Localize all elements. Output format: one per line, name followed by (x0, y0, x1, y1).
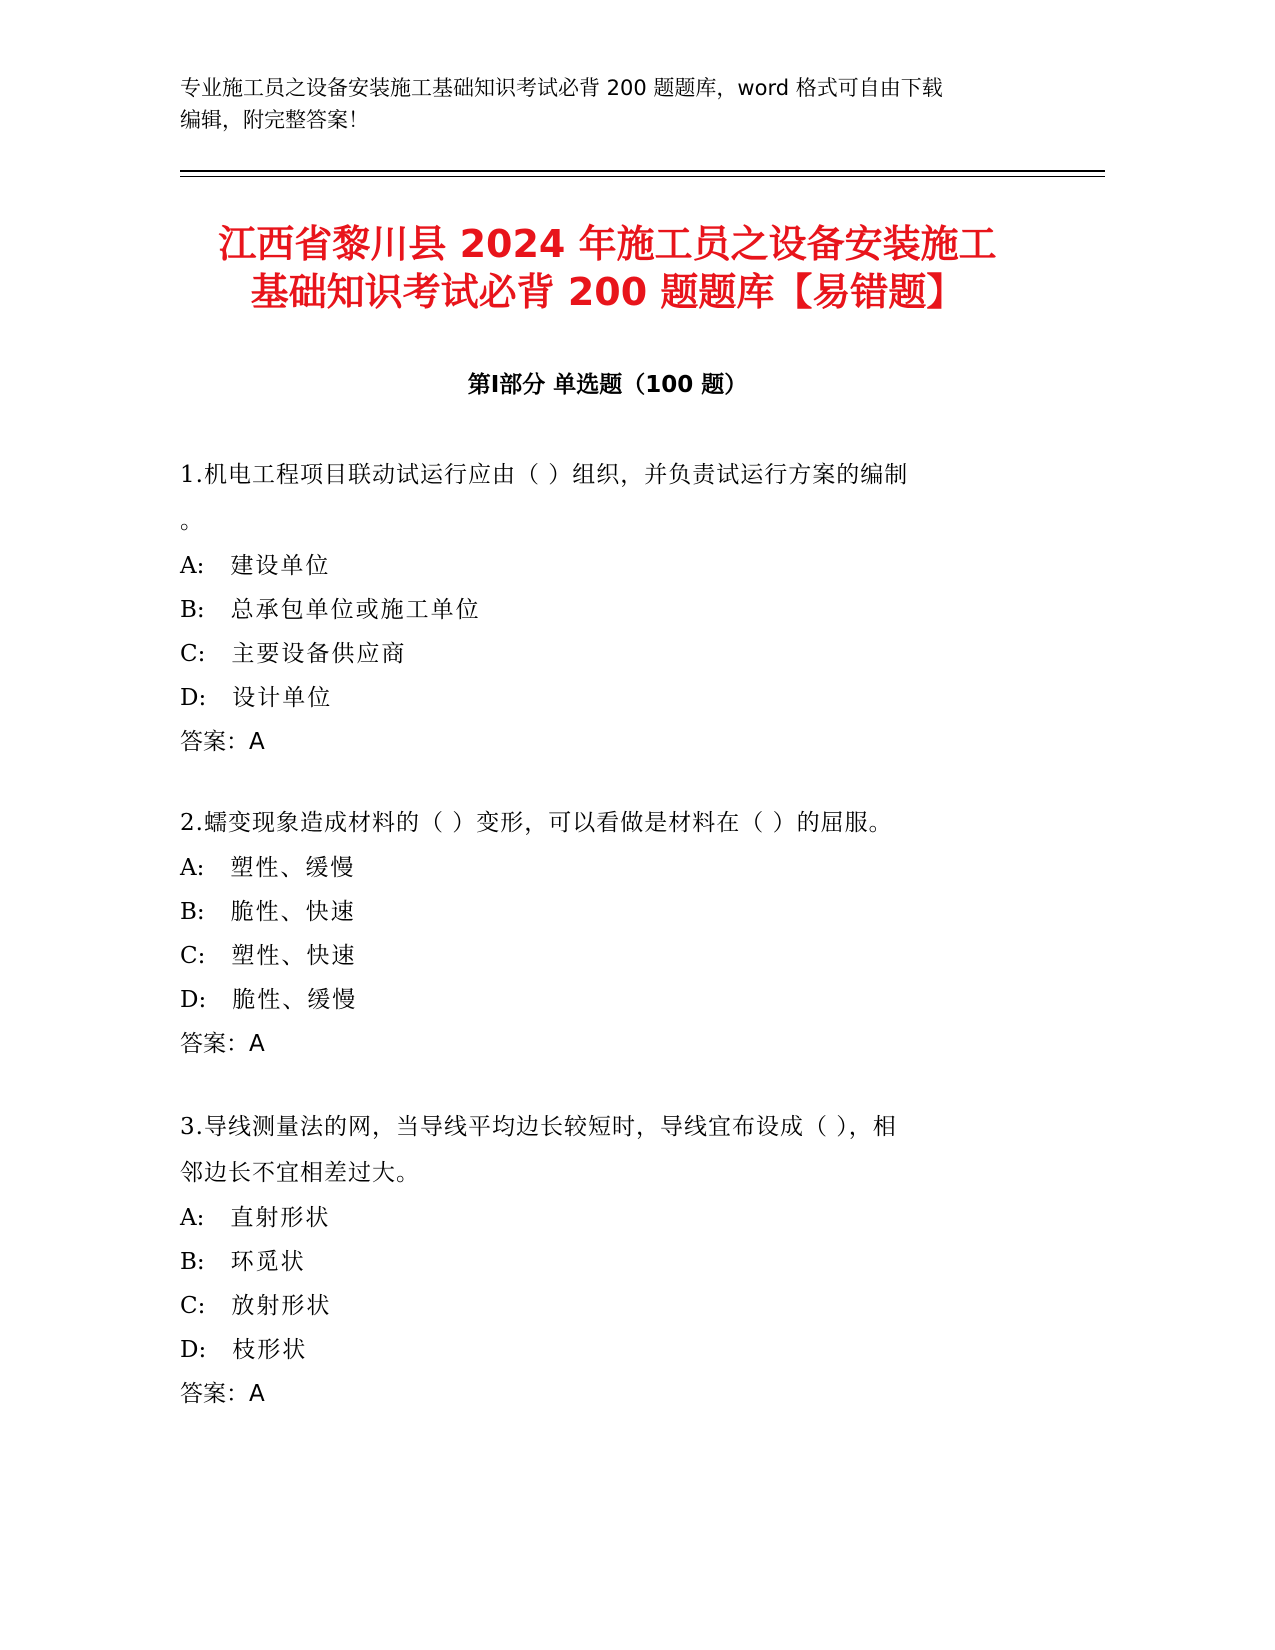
option-d (180, 676, 1050, 720)
option-letter: C: (180, 943, 206, 969)
option-text: 直射形状 (230, 1205, 331, 1231)
option-letter: C: (180, 641, 206, 667)
option-c (180, 934, 1050, 978)
document-title-line-1: 江西省黎川县 2024 年施工员之设备安装施工 (218, 222, 997, 266)
document-title-line-2: 基础知识考试必背 200 题题库【易错题】 (250, 270, 965, 314)
option-text: 主要设备供应商 (231, 641, 407, 667)
question-3 (180, 1104, 1050, 1416)
answer: 答案：A (180, 729, 265, 755)
option-letter: B: (180, 597, 205, 623)
option-letter: A: (180, 553, 205, 579)
option-letter: A: (180, 855, 205, 881)
option-text: 塑性、快速 (231, 943, 357, 969)
option-text: 塑性、缓慢 (230, 855, 356, 881)
option-text: 脆性、快速 (230, 899, 356, 925)
question-stem (180, 800, 1050, 846)
option-a (180, 544, 1050, 588)
document-title (150, 220, 1065, 316)
option-letter: D: (180, 1337, 207, 1363)
option-text: 环觅状 (230, 1249, 306, 1275)
option-d (180, 1328, 1050, 1372)
option-b (180, 588, 1050, 632)
option-c (180, 632, 1050, 676)
option-b (180, 890, 1050, 934)
option-letter: D: (180, 685, 207, 711)
option-text: 总承包单位或施工单位 (230, 597, 481, 623)
header-divider-thick (180, 170, 1105, 172)
option-text: 建设单位 (230, 553, 331, 579)
question-1 (180, 452, 1050, 764)
header-note-line-1: 专业施工员之设备安装施工基础知识考试必背 200 题题库，word 格式可自由下载 (180, 76, 943, 100)
question-stem-line-1: 2.蠕变现象造成材料的（ ）变形，可以看做是材料在（ ）的屈服。 (180, 810, 893, 836)
question-stem-line-1: 1.机电工程项目联动试运行应由（ ）组织，并负责试运行方案的编制 (180, 462, 909, 488)
header-divider-thin (180, 176, 1105, 177)
option-letter: B: (180, 899, 205, 925)
question-stem-line-2: 邻边长不宜相差过大。 (180, 1160, 420, 1186)
option-letter: B: (180, 1249, 205, 1275)
option-d (180, 978, 1050, 1022)
question-stem (180, 452, 1050, 544)
option-letter: C: (180, 1293, 206, 1319)
header-note (180, 72, 1060, 136)
question-stem (180, 1104, 1050, 1196)
option-b (180, 1240, 1050, 1284)
option-text: 脆性、缓慢 (232, 987, 358, 1013)
option-a (180, 1196, 1050, 1240)
section-heading: 第Ⅰ部分 单选题（100 题） (467, 372, 748, 398)
option-text: 放射形状 (231, 1293, 332, 1319)
question-stem-line-1: 3.导线测量法的网，当导线平均边长较短时，导线宜布设成（ ），相 (180, 1114, 897, 1140)
answer: 答案：A (180, 1031, 265, 1057)
question-2 (180, 800, 1050, 1066)
answer: 答案：A (180, 1381, 265, 1407)
option-letter: D: (180, 987, 207, 1013)
header-note-line-2: 编辑，附完整答案！ (180, 108, 369, 132)
option-a (180, 846, 1050, 890)
option-text: 枝形状 (232, 1337, 308, 1363)
option-c (180, 1284, 1050, 1328)
question-stem-line-2: 。 (180, 508, 204, 534)
option-letter: A: (180, 1205, 205, 1231)
option-text: 设计单位 (232, 685, 333, 711)
